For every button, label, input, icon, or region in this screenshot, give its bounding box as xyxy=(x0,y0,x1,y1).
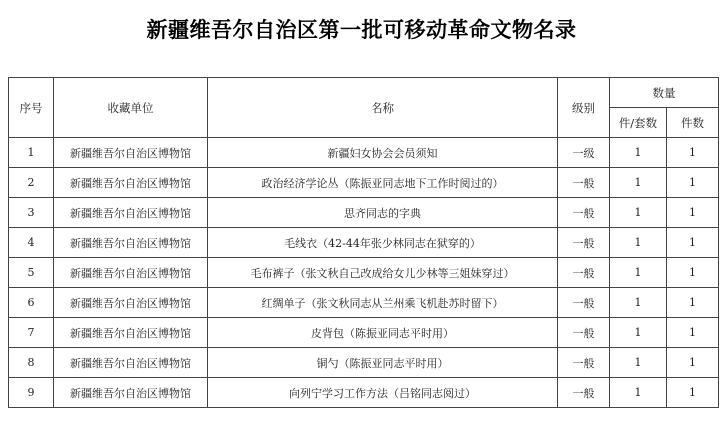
relics-table xyxy=(8,77,719,408)
cell-seq: 8 xyxy=(9,348,54,378)
cell-pieces: 1 xyxy=(667,228,719,258)
cell-pieces: 1 xyxy=(667,378,719,408)
cell-pieces: 1 xyxy=(667,318,719,348)
cell-unit: 新疆维吾尔自治区博物馆 xyxy=(54,228,208,258)
cell-name: 毛布裤子（张文秋自己改成给女儿少林等三姐妹穿过） xyxy=(208,258,558,288)
table-row xyxy=(9,348,719,378)
cell-level: 一般 xyxy=(558,228,610,258)
cell-level: 一般 xyxy=(558,378,610,408)
header-row xyxy=(9,78,719,108)
cell-unit: 新疆维吾尔自治区博物馆 xyxy=(54,198,208,228)
cell-pieces: 1 xyxy=(667,258,719,288)
cell-sets: 1 xyxy=(610,288,667,318)
cell-unit: 新疆维吾尔自治区博物馆 xyxy=(54,378,208,408)
header-quantity: 数量 xyxy=(610,78,719,108)
cell-pieces: 1 xyxy=(667,168,719,198)
cell-level: 一般 xyxy=(558,258,610,288)
table-row xyxy=(9,138,719,168)
table-row xyxy=(9,318,719,348)
cell-seq: 9 xyxy=(9,378,54,408)
table-row xyxy=(9,168,719,198)
cell-level: 一般 xyxy=(558,198,610,228)
cell-sets: 1 xyxy=(610,258,667,288)
cell-unit: 新疆维吾尔自治区博物馆 xyxy=(54,348,208,378)
cell-unit: 新疆维吾尔自治区博物馆 xyxy=(54,258,208,288)
header-sets: 件/套数 xyxy=(610,108,667,138)
cell-seq: 6 xyxy=(9,288,54,318)
cell-sets: 1 xyxy=(610,228,667,258)
cell-level: 一般 xyxy=(558,318,610,348)
document-title: 新疆维吾尔自治区第一批可移动革命文物名录 xyxy=(146,18,577,42)
cell-name: 红绸单子（张文秋同志从兰州乘飞机赴苏时留下） xyxy=(208,288,558,318)
cell-name: 毛线衣（42-44年张少林同志在狱穿的） xyxy=(208,228,558,258)
cell-seq: 5 xyxy=(9,258,54,288)
header-pieces: 件数 xyxy=(667,108,719,138)
cell-name: 铜勺（陈振亚同志平时用） xyxy=(208,348,558,378)
cell-pieces: 1 xyxy=(667,198,719,228)
cell-name: 政治经济学论丛（陈振亚同志地下工作时阅过的） xyxy=(208,168,558,198)
cell-name: 皮背包（陈振亚同志平时用） xyxy=(208,318,558,348)
cell-pieces: 1 xyxy=(667,348,719,378)
cell-pieces: 1 xyxy=(667,288,719,318)
cell-seq: 2 xyxy=(9,168,54,198)
cell-name: 新疆妇女协会会员须知 xyxy=(208,138,558,168)
header-seq: 序号 xyxy=(9,78,54,138)
cell-sets: 1 xyxy=(610,138,667,168)
cell-seq: 7 xyxy=(9,318,54,348)
cell-level: 一般 xyxy=(558,168,610,198)
table-row xyxy=(9,258,719,288)
cell-sets: 1 xyxy=(610,318,667,348)
cell-sets: 1 xyxy=(610,168,667,198)
cell-seq: 4 xyxy=(9,228,54,258)
cell-level: 一般 xyxy=(558,348,610,378)
table-row xyxy=(9,198,719,228)
header-name: 名称 xyxy=(208,78,558,138)
cell-sets: 1 xyxy=(610,378,667,408)
cell-sets: 1 xyxy=(610,348,667,378)
table-row xyxy=(9,378,719,408)
cell-unit: 新疆维吾尔自治区博物馆 xyxy=(54,138,208,168)
table-body xyxy=(9,138,719,408)
cell-unit: 新疆维吾尔自治区博物馆 xyxy=(54,168,208,198)
table-row xyxy=(9,288,719,318)
cell-name: 思齐同志的字典 xyxy=(208,198,558,228)
cell-seq: 3 xyxy=(9,198,54,228)
cell-level: 一般 xyxy=(558,288,610,318)
cell-unit: 新疆维吾尔自治区博物馆 xyxy=(54,318,208,348)
cell-unit: 新疆维吾尔自治区博物馆 xyxy=(54,288,208,318)
cell-pieces: 1 xyxy=(667,138,719,168)
cell-seq: 1 xyxy=(9,138,54,168)
table-row xyxy=(9,228,719,258)
cell-level: 一级 xyxy=(558,138,610,168)
cell-name: 向列宁学习工作方法（吕铭同志阅过） xyxy=(208,378,558,408)
header-level: 级别 xyxy=(558,78,610,138)
cell-sets: 1 xyxy=(610,198,667,228)
header-unit: 收藏单位 xyxy=(54,78,208,138)
